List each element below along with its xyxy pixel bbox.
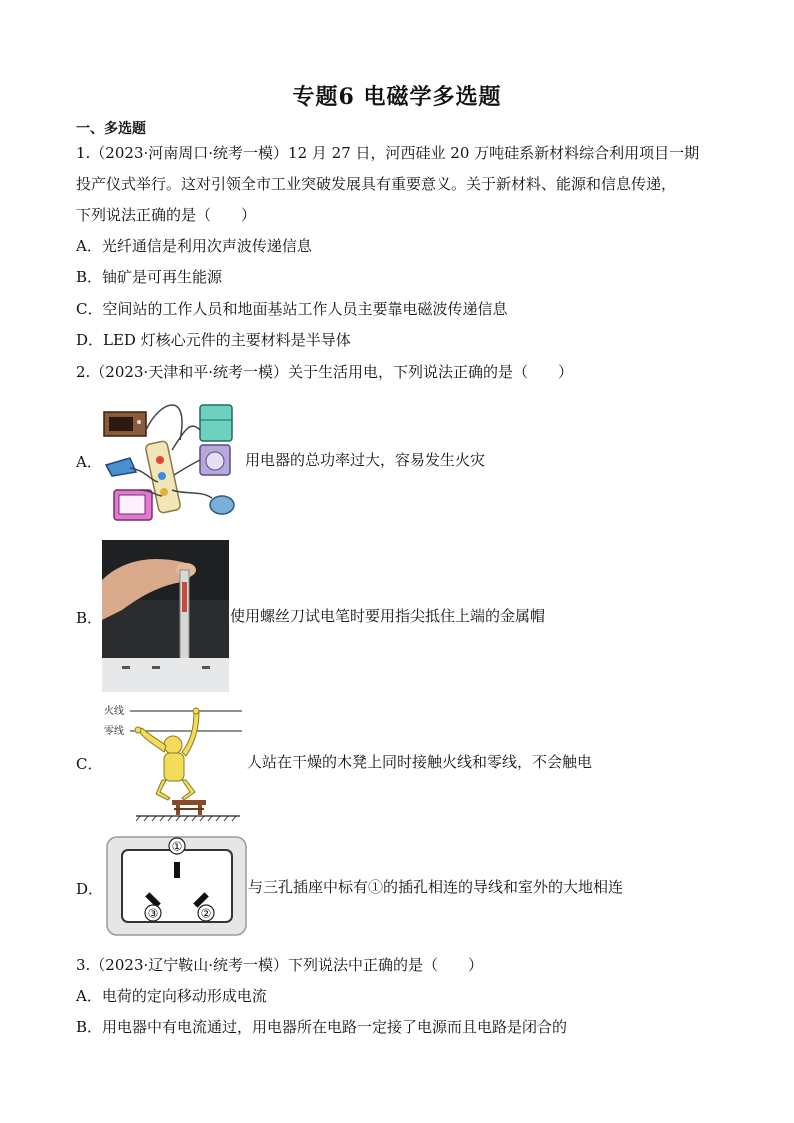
q1-option-d: D．LED 灯核心元件的主要材料是半导体 (76, 331, 351, 349)
section-heading: 一、多选题 (76, 121, 146, 137)
page-title: 专题6 电磁学多选题 (292, 84, 502, 110)
overloaded-outlet-image (100, 390, 242, 525)
socket-mark-1: ① (171, 839, 183, 854)
q2-option-b-letter: B． (76, 609, 103, 627)
q1-stem-line-3: 下列说法正确的是（ ） (76, 206, 257, 224)
q2-option-d-text: 与三孔插座中标有①的插孔相连的导线和室外的大地相连 (248, 878, 624, 896)
q1-stem-line-1: 1.（2023·河南周口·统考一模）12 月 27 日，河西硅业 20 万吨硅系新材料综合利用项目一期 (76, 144, 700, 162)
person-on-stool-diagram (100, 700, 245, 822)
neutral-wire-label: 零线 (104, 726, 124, 737)
q1-option-a: A．光纤通信是利用次声波传递信息 (76, 237, 312, 255)
q1-option-b: B．铀矿是可再生能源 (76, 268, 223, 286)
q2-option-c-letter: C． (76, 755, 103, 773)
live-wire-label: 火线 (104, 706, 124, 717)
q1-option-c: C．空间站的工作人员和地面基站工作人员主要靠电磁波传递信息 (76, 300, 508, 318)
q2-option-a-text: 用电器的总功率过大，容易发生火灾 (245, 451, 486, 469)
test-pen-photo (102, 540, 229, 692)
socket-mark-3: ③ (147, 906, 159, 921)
q1-stem-line-2: 投产仪式举行。这对引领全市工业突破发展具有重要意义。关于新材料、能源和信息传递， (76, 175, 677, 193)
q2-option-b-text: 使用螺丝刀试电笔时要用指尖抵住上端的金属帽 (230, 607, 546, 625)
q3-option-a: A．电荷的定向移动形成电流 (76, 987, 267, 1005)
socket-mark-2: ② (200, 906, 212, 921)
three-hole-socket-diagram (106, 836, 247, 936)
q2-option-a-letter: A． (76, 453, 102, 471)
q2-stem: 2.（2023·天津和平·统考一模）关于生活用电，下列说法正确的是（ ） (76, 363, 574, 381)
q2-option-d-letter: D． (76, 880, 104, 898)
q3-stem: 3.（2023·辽宁鞍山·统考一模）下列说法中正确的是（ ） (76, 956, 484, 974)
q2-option-c-text: 人站在干燥的木凳上同时接触火线和零线，不会触电 (247, 753, 593, 771)
q3-option-b: B．用电器中有电流通过，用电器所在电路一定接了电源而且电路是闭合的 (76, 1018, 568, 1036)
